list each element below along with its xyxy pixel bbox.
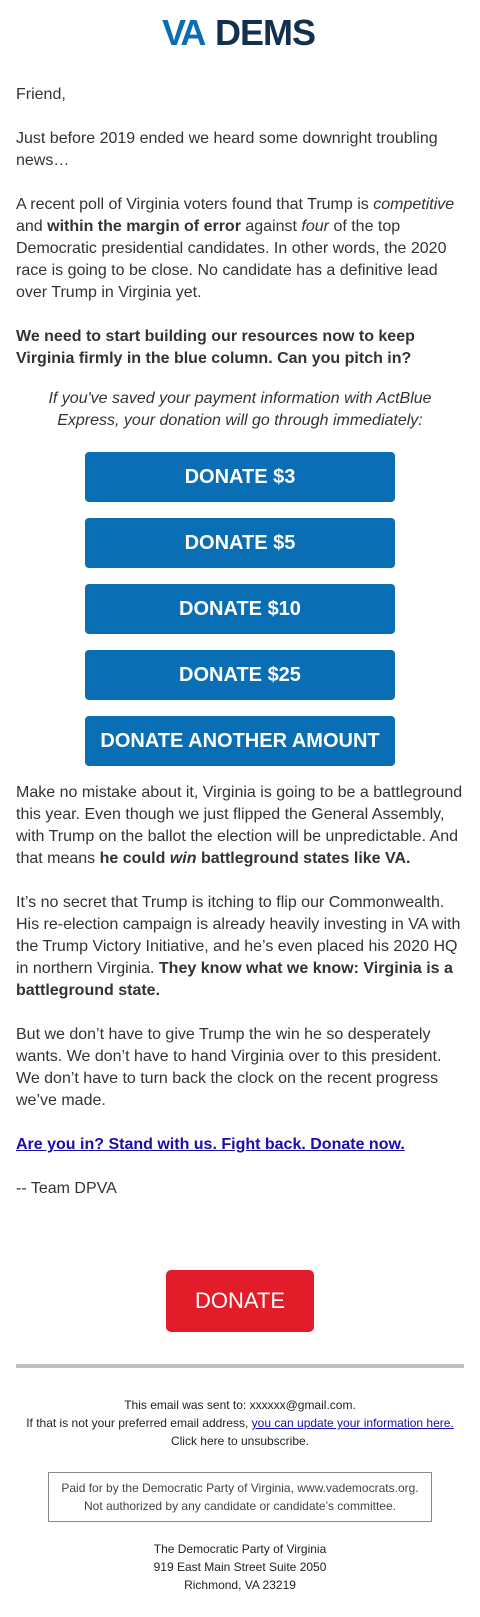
footer-divider [16,1364,464,1368]
paragraph-progress: But we don’t have to give Trump the win he so desperately wants. We don’t have to hand Virginia over to this president. We don’t have to turn back the clock on the recent progress we’ve made. [16,1026,442,1109]
vadems-logo[interactable] [160,12,320,52]
donate-other-amount-button[interactable]: DONATE ANOTHER AMOUNT [85,716,395,766]
big-donate-section [0,1270,480,1332]
donate-10-button[interactable]: DONATE $10 [85,584,395,634]
poll-text-competitive: competitive [373,196,455,213]
address-line-2: 919 East Main Street Suite 2050 [153,1560,327,1574]
greeting: Friend, [16,86,66,103]
logo-dems-text: DEMS [215,12,316,52]
battleground-text-a: Make no mistake about it, Virginia is going to be a battleground this year. Even though we just flipped the General Assembly, with Trump on the ballot the election will be unpredictable. And that means [16,784,463,867]
actblue-express-note: If you've saved your payment information with ActBlue Express, your donation will go through immediately: [48,390,432,429]
poll-text-four: four [301,218,329,235]
footer-info [0,1396,480,1450]
battleground-text-win: win [169,850,197,867]
address-line-1: The Democratic Party of Virginia [153,1542,327,1556]
battleground-text-d: battleground states like VA. [196,850,411,867]
logo-va-text: VA [162,12,204,52]
cta-paragraph [16,1134,464,1156]
paid-for-line-1: Paid for by the Democratic Party of Virginia, www.vademocrats.org. [61,1481,419,1495]
email-body [0,12,480,1594]
paragraph-ask: We need to start building our resources now to keep Virginia firmly in the blue column. Can you pitch in? [16,328,415,367]
donate-3-button[interactable]: DONATE $3 [85,452,395,502]
paragraph-commonwealth [16,892,464,1002]
preferred-email-line [0,1414,480,1432]
poll-text-g: of the top Democratic presidential candidates. In other words, the 2020 race is going to be close. No candidate has a definitive lead over Trump in Virginia yet. [16,218,447,301]
poll-text-a: A recent poll of Virginia voters found that Trump is [16,196,374,213]
poll-text-e: against [240,218,302,235]
donate-button-large[interactable]: DONATE [166,1270,314,1332]
battleground-text-b: he could [99,850,170,867]
unsubscribe-link[interactable]: Click here to unsubscribe. [170,1434,310,1448]
paragraph-poll [16,194,464,304]
donate-5-button[interactable]: DONATE $5 [85,518,395,568]
sent-to-text: This email was sent to: xxxxxx@gmail.com. [124,1398,356,1412]
update-info-link[interactable]: you can update your information here. [251,1416,454,1430]
poll-text-margin: within the margin of error [47,218,241,235]
donate-button-group [16,452,464,766]
mailing-address [0,1540,480,1594]
commonwealth-text-b: They know what we know: Virginia is a battleground state. [16,960,453,999]
paragraph-troubling-news: Just before 2019 ended we heard some downright troubling news… [16,130,438,169]
donate-now-link[interactable]: Are you in? Stand with us. Fight back. Donate now. [16,1136,405,1153]
poll-text-c: and [16,218,48,235]
preferred-email-prefix: If that is not your preferred email address, [26,1416,252,1430]
donate-25-button[interactable]: DONATE $25 [85,650,395,700]
paid-for-line-2: Not authorized by any candidate or candidate’s committee. [84,1499,396,1513]
paragraph-battleground [16,782,464,870]
paid-for-disclaimer [48,1472,432,1522]
signoff: -- Team DPVA [16,1180,117,1197]
commonwealth-text-a: It’s no secret that Trump is itching to flip our Commonwealth. His re-election campaign is already heavily investing in VA with the Trump Victory Initiative, and he’s even placed his 2020 HQ in northern Virginia. [16,894,461,977]
address-line-3: Richmond, VA 23219 [184,1578,296,1592]
message-content [0,84,480,1200]
